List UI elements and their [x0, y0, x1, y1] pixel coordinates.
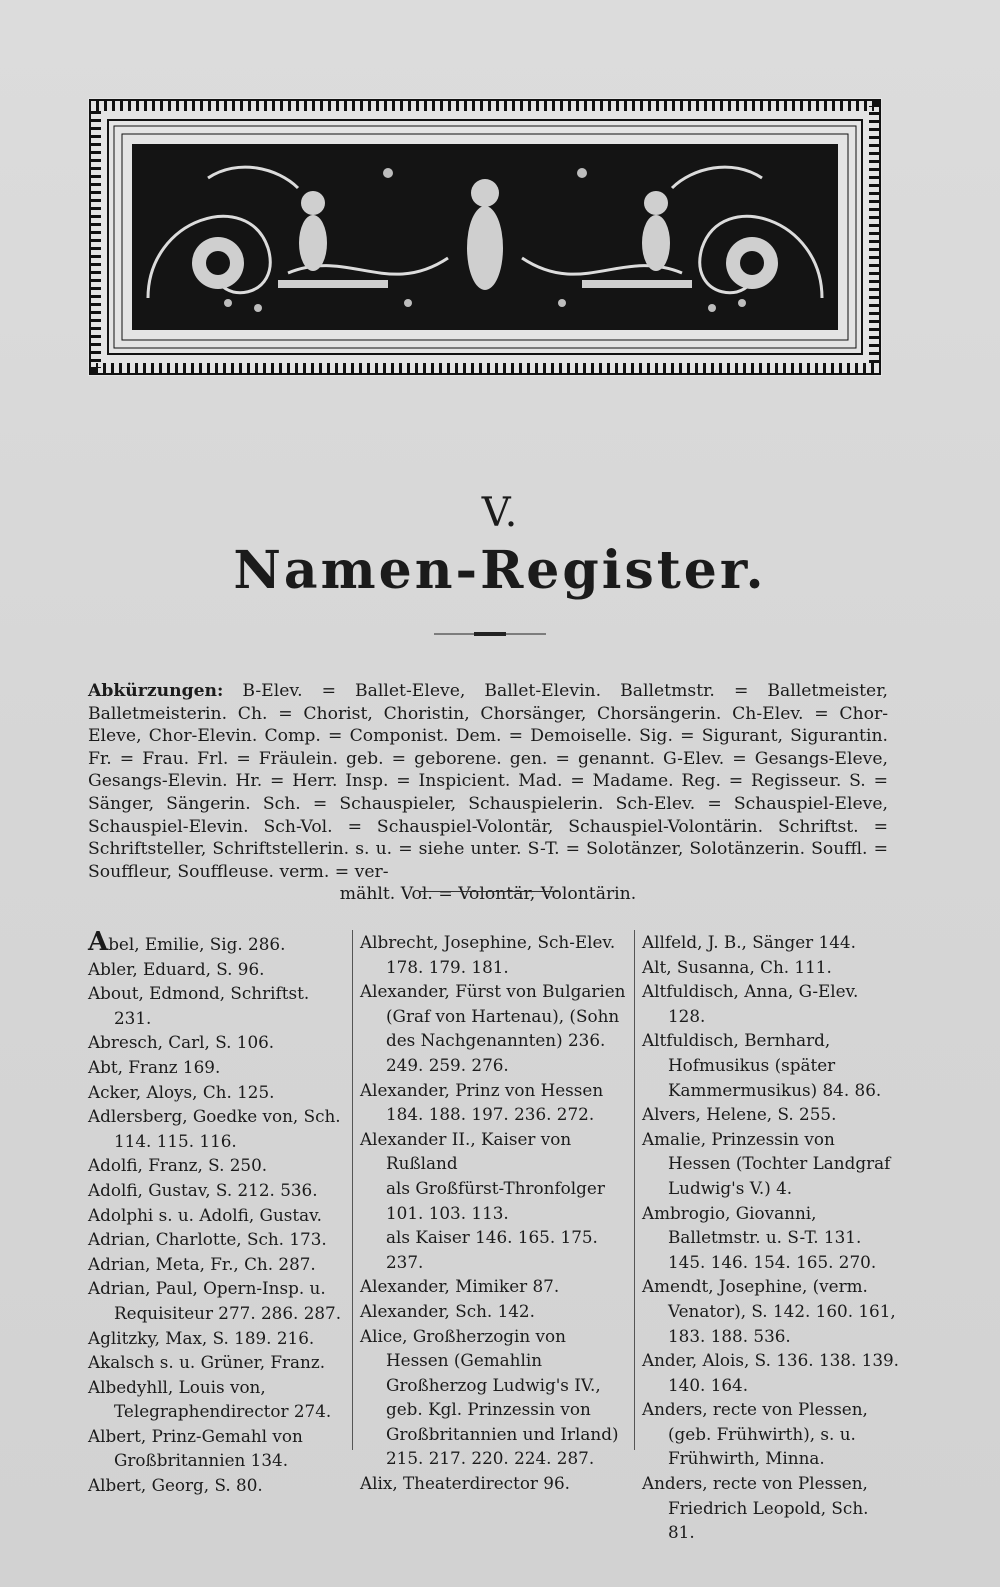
- index-entry: [360, 1324, 628, 1472]
- index-entry: [88, 1178, 346, 1203]
- index-entry-text: Abt, Franz 169.: [88, 1056, 221, 1077]
- index-entry-text: Aglitzky, Max, S. 189. 216.: [88, 1327, 315, 1348]
- index-entry: [88, 1326, 346, 1351]
- index-entry-text: als Kaiser 146. 165. 175. 237.: [386, 1227, 598, 1272]
- index-column-3: [642, 930, 900, 1545]
- index-column-1: [88, 927, 346, 1498]
- index-entry-text: Albert, Georg, S. 80.: [88, 1475, 263, 1496]
- index-entry: [360, 979, 628, 1077]
- abbreviations-block: [88, 680, 888, 906]
- index-entry: [642, 1471, 900, 1545]
- index-column-2: [360, 930, 628, 1496]
- index-entry-text: Adlersberg, Goedke von, Sch. 114. 115. 116.: [88, 1106, 341, 1151]
- index-entry: [642, 1127, 900, 1201]
- abbreviations-text: B-Elev. = Ballet-Eleve, Ballet-Elevin. Balletmstr. = Balletmeister, Balletmeisterin. Ch. = Chorist, Choristin, Chorsänger, Chorsängerin. Ch-Elev. = Chor-Eleve, Chor-Elevin. Comp. = Componist. Dem. = Demoiselle. Sig. = Sigurant, Sigurantin. Fr. = Frau. Frl. = Fräulein. geb. = geborene. gen. = genannt. G-Elev. = Gesangs-Eleve, Gesangs-Elevin. Hr. = Herr. Insp. = Inspicient. Mad. = Madame. Reg. = Regisseur. S. = Sänger, Sängerin. Sch. = Schauspieler, Schauspielerin. Sch-Elev. = Schauspiel-Eleve, Schauspiel-Elevin. Sch-Vol. = Schauspiel-Volontär, Schauspiel-Volontärin. Schriftst. = Schriftsteller, Schriftstellerin. s. u. = siehe unter. S-T. = Solotänzer, Solotänzerin. Souffl. = Souffleur, Souffleuse. verm. = ver-: [88, 681, 888, 882]
- index-entry-text: Albrecht, Josephine, Sch-Elev. 178. 179. 181.: [360, 932, 616, 977]
- index-entry-text: Alix, Theaterdirector 96.: [360, 1473, 570, 1494]
- index-entry-text: als Großfürst-Thronfolger 101. 103. 113.: [386, 1177, 605, 1223]
- index-entry-text: Abler, Eduard, S. 96.: [88, 958, 265, 979]
- section-number: V.: [481, 490, 519, 536]
- index-entry: [360, 1127, 628, 1176]
- index-entry: [642, 1028, 900, 1102]
- index-entry: [88, 1350, 346, 1375]
- index-entry-text: Adolfi, Gustav, S. 212. 536.: [88, 1179, 318, 1200]
- index-entry: [88, 1252, 346, 1277]
- index-entry-text: Albedyhll, Louis von, Telegraphendirector 274.: [88, 1376, 332, 1422]
- index-entry-text: Alice, Großherzogin von Hessen (Gemahlin Großherzog Ludwig's IV., geb. Kgl. Prinzessin von Großbritannien und Irland) 215. 217. 220. 224. 287.: [360, 1325, 619, 1469]
- index-entry: [88, 981, 346, 1030]
- index-entry: [88, 1375, 346, 1424]
- separator-rule: [420, 891, 560, 892]
- index-entry-text: Alexander, Fürst von Bulgarien (Graf von Hartenau), (Sohn des Nachgenannten) 236. 249. 259. 276.: [360, 981, 626, 1075]
- index-entry: [88, 1276, 346, 1325]
- index-entry: [642, 1102, 900, 1127]
- index-entry-text: Ambrogio, Giovanni, Balletmstr. u. S-T. 131. 145. 146. 154. 165. 270.: [642, 1202, 877, 1272]
- index-entry-text: Adrian, Charlotte, Sch. 173.: [88, 1229, 327, 1250]
- index-entry-text: Allfeld, J. B., Sänger 144.: [642, 932, 856, 952]
- index-entry-text: Anders, recte von Plessen, Friedrich Leopold, Sch. 81.: [642, 1473, 869, 1543]
- index-entry: [642, 1397, 900, 1471]
- index-entry-text: Akalsch s. u. Grüner, Franz.: [88, 1352, 326, 1373]
- index-entry-text: Adrian, Meta, Fr., Ch. 287.: [88, 1253, 316, 1274]
- index-entry-text: About, Edmond, Schriftst. 231.: [88, 983, 310, 1028]
- index-entry-text: Alexander II., Kaiser von Rußland: [360, 1128, 572, 1174]
- index-entry: [88, 927, 346, 957]
- index-entry-text: Alvers, Helene, S. 255.: [642, 1104, 837, 1125]
- index-entry-text: Adrian, Paul, Opern-Insp. u. Requisiteur 277. 286. 287.: [88, 1278, 342, 1323]
- index-entry: [642, 930, 900, 955]
- title-ornament-rule: [434, 630, 546, 638]
- index-entry: [360, 1299, 628, 1324]
- index-entry: [360, 1274, 628, 1299]
- index-entry-text: Acker, Aloys, Ch. 125.: [88, 1081, 275, 1102]
- index-entry: [360, 1225, 628, 1274]
- column-divider: [634, 930, 635, 1450]
- index-entry: [88, 1473, 346, 1498]
- index-entry: [360, 930, 628, 979]
- index-entry-text: Alexander, Sch. 142.: [360, 1300, 535, 1321]
- index-entry-text: Amalie, Prinzessin von Hessen (Tochter Landgraf Ludwig's V.) 4.: [642, 1128, 891, 1198]
- index-entry-text: Alexander, Prinz von Hessen 184. 188. 197. 236. 272.: [360, 1079, 604, 1125]
- index-entry: [88, 1424, 346, 1473]
- index-entry: [88, 957, 346, 982]
- index-entry: [88, 1055, 346, 1080]
- index-entry: [88, 1227, 346, 1252]
- index-entry-text: Alexander, Mimiker 87.: [360, 1276, 560, 1297]
- index-entry-text: Adolphi s. u. Adolfi, Gustav.: [88, 1204, 322, 1225]
- page-title: Namen-Register.: [233, 540, 767, 601]
- index-entry: [360, 1078, 628, 1127]
- index-entry-text: Adolfi, Franz, S. 250.: [88, 1155, 268, 1176]
- index-entry: [642, 1274, 900, 1348]
- index-entry: [88, 1203, 346, 1228]
- index-entry: [642, 979, 900, 1028]
- index-entry: [88, 1030, 346, 1055]
- ornamental-header-banner: [88, 98, 882, 376]
- index-entry: [88, 1080, 346, 1105]
- index-entry-text: Alt, Susanna, Ch. 111.: [642, 956, 832, 977]
- index-entry-text: Ander, Alois, S. 136. 138. 139. 140. 164.: [642, 1350, 900, 1395]
- index-entry: [642, 1201, 900, 1275]
- index-entry: [88, 1153, 346, 1178]
- index-entry-text: Albert, Prinz-Gemahl von Großbritannien 134.: [88, 1425, 303, 1471]
- index-entry-text: Altfuldisch, Anna, G-Elev. 128.: [642, 981, 859, 1026]
- drop-initial: A: [88, 927, 109, 957]
- index-entry-text: Amendt, Josephine, (verm. Venator), S. 142. 160. 161, 183. 188. 536.: [642, 1276, 896, 1346]
- index-entry: [88, 1104, 346, 1153]
- index-entry-text: bel, Emilie, Sig. 286.: [108, 934, 286, 954]
- index-entry-text: Altfuldisch, Bernhard, Hofmusikus (später Kammermusikus) 84. 86.: [642, 1030, 882, 1100]
- index-entry-text: Anders, recte von Plessen, (geb. Frühwirth), s. u. Frühwirth, Minna.: [642, 1399, 868, 1469]
- index-entry: [642, 955, 900, 980]
- index-entry-text: Abresch, Carl, S. 106.: [88, 1032, 275, 1053]
- index-entry: [360, 1471, 628, 1496]
- index-entry: [360, 1176, 628, 1225]
- column-divider: [352, 930, 353, 1450]
- index-entry: [642, 1348, 900, 1397]
- abbreviations-label: Abkürzungen:: [88, 681, 224, 701]
- abbreviations-last-line: mählt. Vol. = Volontär, Volontärin.: [339, 884, 637, 905]
